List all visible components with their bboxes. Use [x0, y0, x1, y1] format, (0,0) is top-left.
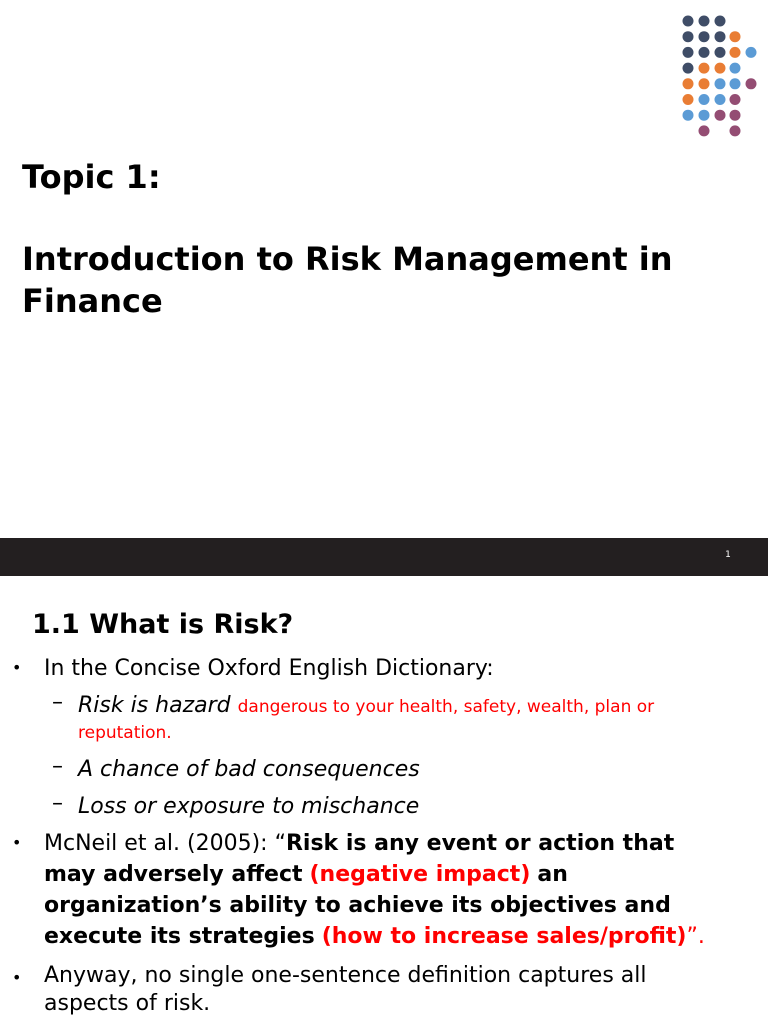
decorative-dot	[730, 78, 741, 89]
decorative-dot	[715, 63, 726, 74]
decorative-dot	[683, 63, 694, 74]
topic-label: Topic 1:	[22, 158, 161, 196]
sub-bullet-chance	[78, 754, 420, 785]
bullet-marker: •	[12, 968, 22, 987]
decorative-dot	[715, 110, 726, 121]
decorative-dot	[715, 94, 726, 105]
bullet-dictionary: In the Concise Oxford English Dictionary:	[44, 656, 494, 681]
decorative-dot	[715, 78, 726, 89]
decorative-dot	[683, 16, 694, 27]
mcneil-citation: McNeil et al. (2005): “	[44, 831, 286, 856]
page-number: 1	[725, 550, 731, 560]
decorative-dot	[699, 110, 710, 121]
hazard-definition-cont: reputation.	[78, 723, 172, 743]
decorative-dot	[683, 94, 694, 105]
mcneil-quote-4: organization’s ability to achieve its objectives and	[44, 893, 671, 918]
decorative-dot	[746, 47, 757, 58]
bullet-mcneil-line2	[44, 859, 568, 890]
section-heading: 1.1 What is Risk?	[32, 609, 294, 640]
dash-marker: –	[52, 754, 63, 779]
sub-bullet-loss	[78, 791, 419, 822]
decorative-dot-grid	[0, 0, 768, 140]
loss-italic: Loss or exposure to mischance	[78, 794, 420, 819]
bullet-marker: •	[12, 658, 22, 677]
decorative-dot	[715, 16, 726, 27]
decorative-dot	[699, 47, 710, 58]
bullet-mcneil-line3	[44, 890, 671, 921]
decorative-dot	[683, 31, 694, 42]
hazard-definition: dangerous to your health, safety, wealth, plan or	[237, 697, 655, 717]
bullet-mcneil-line1	[44, 828, 674, 859]
decorative-dot	[683, 110, 694, 121]
decorative-dot	[730, 110, 741, 121]
footer-band	[0, 538, 768, 576]
decorative-dot	[730, 125, 741, 136]
mcneil-quote-2: may adversely affect	[44, 862, 303, 887]
slide-title: Introduction to Risk Management in Finance	[22, 240, 673, 320]
bullet-no-definition-line2: aspects of risk.	[44, 991, 211, 1016]
sub-bullet-hazard	[78, 690, 654, 723]
decorative-dot	[746, 78, 757, 89]
decorative-dot	[683, 47, 694, 58]
mcneil-quote-3: an	[537, 862, 568, 887]
decorative-dot	[683, 78, 694, 89]
decorative-dot	[715, 47, 726, 58]
decorative-dot	[715, 31, 726, 42]
decorative-dot	[730, 94, 741, 105]
decorative-dot	[699, 16, 710, 27]
decorative-dot	[699, 63, 710, 74]
decorative-dot	[699, 78, 710, 89]
decorative-dot	[699, 94, 710, 105]
mcneil-quote-1: Risk is any event or action that	[285, 831, 675, 856]
bullet-marker: •	[12, 833, 22, 852]
decorative-dot	[699, 125, 710, 136]
quote-close: ”.	[686, 924, 705, 949]
negative-impact-note: (negative impact)	[309, 862, 531, 887]
decorative-dot	[730, 47, 741, 58]
decorative-dot	[730, 63, 741, 74]
mcneil-quote-5: execute its strategies	[44, 924, 315, 949]
bullet-no-definition-line1: Anyway, no single one-sentence definition captures all	[44, 963, 647, 988]
decorative-dot	[699, 31, 710, 42]
sales-profit-note: (how to increase sales/profit)	[321, 924, 687, 949]
dash-marker: –	[52, 690, 63, 715]
chance-italic: A chance of bad consequences	[78, 757, 420, 782]
dash-marker: –	[52, 791, 63, 816]
decorative-dot	[730, 31, 741, 42]
bullet-mcneil-line4	[44, 921, 705, 952]
hazard-italic: Risk is hazard	[78, 693, 231, 718]
